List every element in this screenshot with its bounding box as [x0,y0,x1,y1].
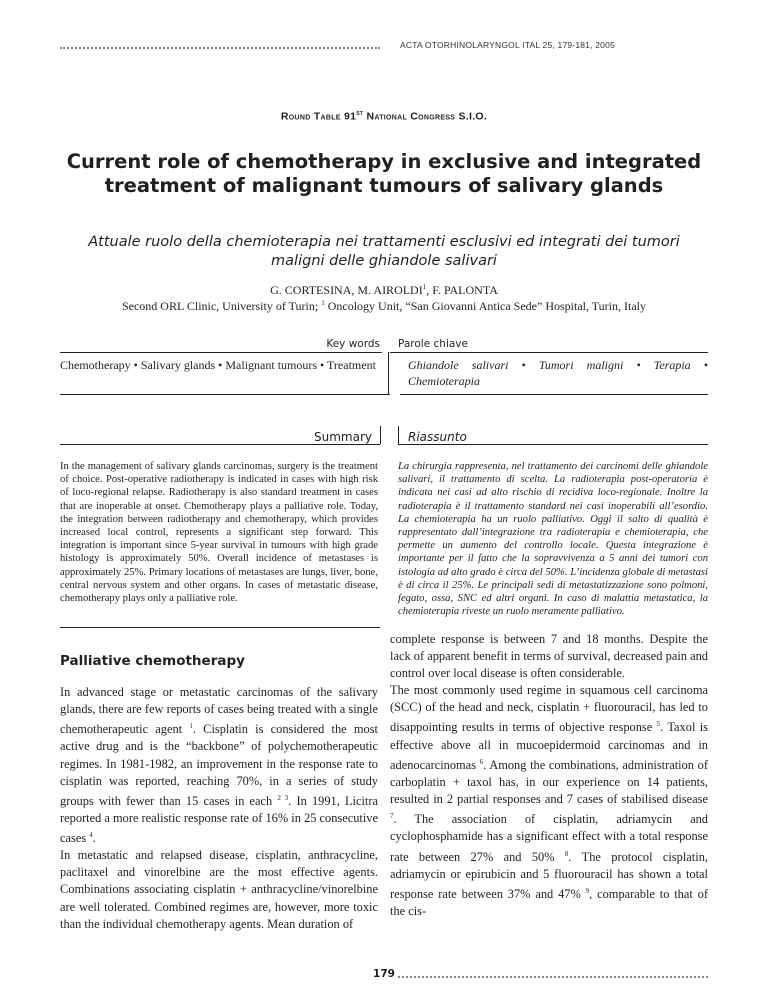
author-list: G. CORTESINA, M. AIROLDI$^1$, F. PALONTA [270,283,498,297]
riassunto-heading-bar [398,426,399,444]
round-table-label: Round Table 91st National Congress S.I.O. [280,110,488,123]
parole-chiave-top-rule [390,352,708,353]
summary-bottom-rule [60,627,380,628]
top-left-dotted-rule [60,47,380,49]
parole-chiave-text: Ghiandole salivari • Tumori maligni • Terapia • Chemioterapia [408,358,708,388]
parole-chiave-heading: Parole chiave [398,338,468,350]
riassunto-heading: Riassunto [408,430,467,444]
key-words-heading: Key words [326,338,380,350]
page-number: 179 [373,968,395,980]
journal-citation: ACTA OTORHINOLARYNGOL ITAL 25, 179-181, 2005 [400,40,615,50]
parole-chiave-bottom-rule [400,394,708,395]
summary-text: In the management of salivary glands carcinomas, surgery is the treatment of choice. Post-operative radiotherapy is indicated in cases with high risk of loco-regional relapse. Radiotherapy is also standard treatment in cases that are inoperable at onset. Chemotherapy plays a palliative role. Today, the integration between radiotherapy and chemotherapy, which provides increased local control, represents a significant step forward. This integration is important since 5-year survival in tumours with high grade histology is approximately 50%. Overall incidence of metastases is approximately 25%. Primary locations of metastases are lungs, liver, bone, central nervous system and other organs. In cases of metastatic disease, chemotherapy plays only a palliative role. [60,461,378,605]
riassunto-text: La chirurgia rappresenta, nel trattamento dei carcinomi delle ghiandole salivari, il trattamento di scelta. La radioterapia post-operatoria è indicata nei casi ad alto rischio di recidiva loco-regionale. Inoltre la radioterapia è il trattamento standard nei casi inoperabili all’esordio. La chemioterapia ha un ruolo palliativo. Oggi il salto di qualità è rappresentato dall’integrazione tra radioterapia e chemioterapia, che permette un aumento del controllo locale. Questa integrazione è importante per il fatto che la sopravvivenza a 5 anni dei tumori con istologia ad alto grado è circa del 50%. L’incidenza globale di metastasi è di circa il 25%. Le principali sedi di metastatizzazione sono polmoni, fegato, ossa, SNC ed altri organi. In caso di malattia metastatica, la chemioterapia riveste un ruolo meramente palliativo. [398,461,708,618]
body-paragraph: The most commonly used regime in squamous cell carcinoma (SCC) of the head and neck, cisplatin + fluorouracil, has led to disappointing results in terms of objective response $^5$. Taxol is effective above all in mucoepidermoid carcinomas and in adenocarcinomas $^6$. Among the combinations, administration of carboplatin + taxol has, in our experience on 14 patients, resulted in 2 partial responses and 7 cases of stabilised disease $^7$. The association of cisplatin, adriamycin and cyclophosphamide has a significant effect with a total response rate between 27% and 50% $^8$. The protocol cisplatin, adriamycin or epirubicin and 5 fluorouracil has shown a total response rate between 37% and 47% $^9$, comparable to that of the cis- [390,683,709,919]
key-words-bottom-rule [60,394,390,395]
key-words-text: Chemotherapy • Salivary glands • Malignant tumours • Treatment [60,358,376,372]
riassunto-heading-rule [398,444,708,445]
affiliations: Second ORL Clinic, University of Turin; $^1$ Oncology Unit, “San Giovanni Antica Sede” Hospital, Turin, Italy [121,299,647,313]
body-left-column [60,684,378,933]
key-words-top-rule [60,352,382,353]
article-subtitle-italian: Attuale ruolo della chemioterapia nei trattamenti esclusivi ed integrati dei tumori maligni delle ghiandole salivari [88,234,680,269]
bottom-right-dotted-rule [398,976,708,978]
body-paragraph: complete response is between 7 and 18 months. Despite the lack of apparent benefit in terms of survival, decreased pain and control over local disease is often considerable. [390,632,708,681]
body-right-column [390,631,708,920]
body-paragraph: In advanced stage or metastatic carcinomas of the salivary glands, there are few reports of cases being treated with a single chemotherapeutic agent $^1$. Cisplatin is considered the most active drug and is the “backbone” of polychemotherapeutic regimes. In 1981-1982, an improvement in the response rate to cisplatin was reported, reaching 70%, in a series of study groups with fewer than 15 cases in each $^{2 3}$. In 1991, Licitra reported a more realistic response rate of 16% in 25 consecutive cases $^4$. [60,685,379,846]
summary-heading-bar [380,426,381,444]
key-words-divider [388,352,389,394]
body-paragraph: In metastatic and relapsed disease, cisplatin, anthracycline, paclitaxel and vinorelbine are the most effective agents. Combinations associating cisplatin + anthracycline/vinorelbine are well tolerated. Combined regimes are, however, more toxic than the individual chemotherapy agents. Mean duration of [60,848,378,931]
summary-heading-rule [60,444,380,445]
article-title: Current role of chemotherapy in exclusive and integrated treatment of malignant tumours of salivary glands [66,150,702,197]
section-heading: Palliative chemotherapy [60,653,245,669]
summary-heading: Summary [314,430,372,444]
